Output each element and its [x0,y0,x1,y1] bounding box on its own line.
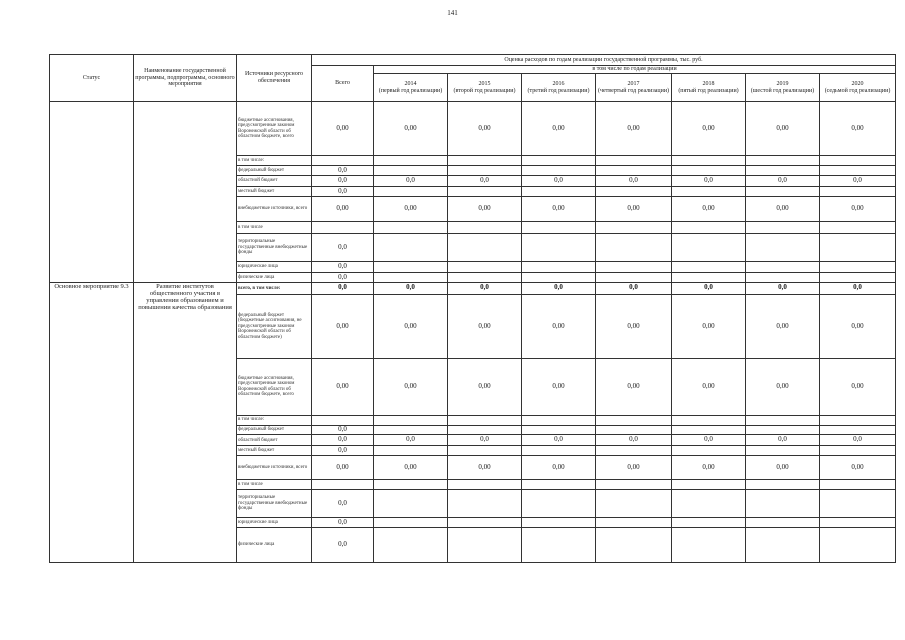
year-value: 0,00 [448,196,522,221]
source-label: федеральный бюджет [237,166,312,176]
year-value: 0,00 [820,102,896,156]
year-value: 0,00 [448,102,522,156]
year-value [448,518,522,528]
year-value [374,415,448,425]
year-value [596,446,672,456]
year-value [820,480,896,490]
year-value [820,489,896,517]
year-value [448,262,522,273]
header-year-label: (первый год реализации) [378,87,443,94]
header-year-number: 2015 [478,80,491,87]
header-status: Статус [50,55,134,102]
total-value [312,156,374,166]
year-value: 0,00 [596,294,672,358]
year-value [374,156,448,166]
year-value: 0,00 [672,294,746,358]
year-value [596,518,672,528]
year-value: 0,00 [374,196,448,221]
block2-status: Основное мероприятие 9.3 [50,282,134,562]
year-value [820,156,896,166]
year-value: 0,0 [820,282,896,294]
year-value: 0,0 [448,176,522,187]
year-value [596,273,672,283]
year-value [374,446,448,456]
source-label: юридические лица [237,262,312,273]
year-value: 0,0 [596,176,672,187]
year-value [672,166,746,176]
year-value: 0,00 [672,102,746,156]
year-value [522,233,596,261]
year-value [820,233,896,261]
year-value [596,262,672,273]
total-value [312,221,374,233]
year-value [374,489,448,517]
year-value [746,166,820,176]
year-value [522,425,596,435]
year-value [820,166,896,176]
page-number: 141 [447,9,458,17]
year-value [596,156,672,166]
header-year-label: (третий год реализации) [527,87,590,94]
total-value: 0,00 [312,102,374,156]
source-label: бюджетные ассигнования, предусмотренные законом Воронежской области об областном бюджете, всего [237,359,312,416]
year-value [374,186,448,196]
source-label: территориальные государственные внебюджетные фонды [237,489,312,517]
year-value [820,262,896,273]
year-value: 0,0 [374,176,448,187]
year-value [820,221,896,233]
total-value: 0,0 [312,435,374,446]
year-value [374,221,448,233]
year-value [746,186,820,196]
year-value [672,425,746,435]
year-value: 0,0 [374,282,448,294]
year-value: 0,00 [672,196,746,221]
header-year [374,74,448,102]
year-value: 0,0 [522,176,596,187]
year-value [522,446,596,456]
source-label: территориальные государственные внебюджетные фонды [237,233,312,261]
year-value: 0,0 [448,282,522,294]
header-year-label: (шестой год реализации) [750,87,815,94]
total-value: 0,00 [312,359,374,416]
year-value [374,233,448,261]
year-value: 0,0 [596,435,672,446]
source-label: в том числе [237,221,312,233]
year-value [522,480,596,490]
year-value [596,425,672,435]
year-value [448,233,522,261]
year-value [672,273,746,283]
year-value: 0,00 [448,359,522,416]
header-year-number: 2020 [851,80,864,87]
header-name: Наименование государственной программы, подпрограммы, основного мероприятия [134,55,237,102]
year-value: 0,00 [448,294,522,358]
source-label: внебюджетные источники, всего [237,456,312,480]
year-value [820,425,896,435]
year-value [672,221,746,233]
year-value: 0,00 [746,102,820,156]
block1-status [50,102,134,283]
total-value [312,480,374,490]
year-value [448,527,522,562]
year-value [448,221,522,233]
year-value [596,186,672,196]
year-value: 0,0 [746,282,820,294]
year-value [746,527,820,562]
year-value [672,480,746,490]
header-year-number: 2018 [702,80,715,87]
year-value [672,233,746,261]
year-value: 0,00 [746,456,820,480]
year-value [448,186,522,196]
header-year-label: (четвертый год реализации) [597,87,670,94]
year-value [448,489,522,517]
year-value [672,415,746,425]
year-value: 0,0 [746,176,820,187]
year-value [374,262,448,273]
year-value: 0,00 [374,359,448,416]
year-value: 0,00 [522,359,596,416]
header-total: Всего [312,66,374,102]
year-value [596,166,672,176]
year-value: 0,0 [820,435,896,446]
total-value: 0,0 [312,273,374,283]
year-value: 0,00 [820,294,896,358]
header-including-years: в том числе по годам реализации [374,66,896,74]
year-value [374,166,448,176]
year-value: 0,0 [746,435,820,446]
year-value [746,273,820,283]
total-value: 0,0 [312,518,374,528]
year-value [746,518,820,528]
source-label: в том числе: [237,156,312,166]
year-value [596,233,672,261]
header-year [820,74,896,102]
source-label: федеральный бюджет [237,425,312,435]
year-value: 0,00 [374,456,448,480]
year-value: 0,00 [672,456,746,480]
year-value [596,415,672,425]
header-year-label: (второй год реализации) [453,87,516,94]
year-value: 0,00 [522,196,596,221]
total-value: 0,0 [312,527,374,562]
year-value [746,446,820,456]
year-value [448,446,522,456]
year-value [746,156,820,166]
header-year-number: 2014 [404,80,417,87]
year-value: 0,00 [448,456,522,480]
year-value [448,156,522,166]
source-label: в том числе [237,480,312,490]
year-value [820,186,896,196]
year-value [522,415,596,425]
year-value [522,166,596,176]
year-value: 0,00 [596,456,672,480]
year-value [448,425,522,435]
source-label: областной бюджет [237,435,312,446]
year-value [374,425,448,435]
year-value: 0,0 [374,435,448,446]
year-value [522,489,596,517]
year-value [522,156,596,166]
year-value [374,480,448,490]
year-value [746,489,820,517]
year-value [746,425,820,435]
block2-name: Развитие институтов общественного участия в управлении образованием и повышении качества образования [134,282,237,562]
total-value: 0,0 [312,446,374,456]
year-value [746,262,820,273]
year-value: 0,0 [672,435,746,446]
source-label: физические лица [237,273,312,283]
table-row [50,282,896,294]
year-value [596,527,672,562]
year-value: 0,0 [522,282,596,294]
year-value: 0,0 [820,176,896,187]
year-value: 0,00 [522,102,596,156]
year-value: 0,00 [820,196,896,221]
source-label: бюджетные ассигнования, предусмотренные законом Воронежской области об областном бюджете, всего [237,102,312,156]
year-value [448,480,522,490]
year-value [820,273,896,283]
budget-table [49,54,896,563]
year-value [672,446,746,456]
year-value [596,480,672,490]
header-sources: Источники ресурсного обеспечения [237,55,312,102]
year-value [672,489,746,517]
year-value: 0,0 [672,176,746,187]
header-year [672,74,746,102]
header-year-number: 2016 [552,80,565,87]
header-year-number: 2017 [627,80,640,87]
table-row [50,102,896,156]
year-value [374,518,448,528]
total-value: 0,0 [312,282,374,294]
source-label: федеральный бюджет (бюджетные ассигнования, не предусмотренные законом Воронежской области об областном бюджете) [237,294,312,358]
total-value [312,415,374,425]
year-value: 0,00 [672,359,746,416]
year-value [374,273,448,283]
header-year-label: (пятый год реализации) [678,87,739,94]
year-value: 0,00 [746,294,820,358]
total-value: 0,0 [312,262,374,273]
year-value: 0,00 [746,196,820,221]
header-year [596,74,672,102]
year-value: 0,00 [596,359,672,416]
year-value [448,273,522,283]
year-value [672,527,746,562]
year-value [746,415,820,425]
year-value [448,415,522,425]
year-value [820,415,896,425]
year-value: 0,00 [596,196,672,221]
year-value: 0,0 [596,282,672,294]
year-value: 0,0 [448,435,522,446]
block1-name [134,102,237,283]
year-value: 0,00 [820,456,896,480]
total-value: 0,0 [312,186,374,196]
source-label: юридические лица [237,518,312,528]
header-year [522,74,596,102]
total-value: 0,0 [312,176,374,187]
year-value [746,480,820,490]
year-value [522,527,596,562]
year-value [596,489,672,517]
year-value: 0,00 [374,294,448,358]
year-value [672,262,746,273]
year-value [522,221,596,233]
year-value [820,527,896,562]
year-value [522,186,596,196]
year-value [522,262,596,273]
source-label: местный бюджет [237,186,312,196]
source-label: в том числе: [237,415,312,425]
header-year [746,74,820,102]
year-value [374,527,448,562]
year-value: 0,00 [820,359,896,416]
header-estimate: Оценка расходов по годам реализации государственной программы, тыс. руб. [312,55,896,66]
header-year-label: (седьмой год реализации) [824,87,891,94]
year-value [672,156,746,166]
year-value [746,233,820,261]
total-value: 0,00 [312,456,374,480]
source-label: физические лица [237,527,312,562]
year-value [672,186,746,196]
year-value [820,518,896,528]
year-value [820,446,896,456]
header-year [448,74,522,102]
year-value: 0,00 [596,102,672,156]
source-label: местный бюджет [237,446,312,456]
year-value [448,166,522,176]
year-value: 0,00 [522,456,596,480]
year-value [672,518,746,528]
total-value: 0,0 [312,489,374,517]
total-value: 0,00 [312,294,374,358]
year-value [596,221,672,233]
year-value: 0,00 [374,102,448,156]
source-label: всего, в том числе: [237,282,312,294]
source-label: внебюджетные источники, всего [237,196,312,221]
year-value: 0,00 [746,359,820,416]
source-label: областной бюджет [237,176,312,187]
year-value: 0,00 [522,294,596,358]
year-value [746,221,820,233]
total-value: 0,0 [312,425,374,435]
total-value: 0,0 [312,166,374,176]
year-value [522,518,596,528]
total-value: 0,0 [312,233,374,261]
header-year-number: 2019 [776,80,789,87]
year-value: 0,0 [522,435,596,446]
total-value: 0,00 [312,196,374,221]
year-value: 0,0 [672,282,746,294]
year-value [522,273,596,283]
